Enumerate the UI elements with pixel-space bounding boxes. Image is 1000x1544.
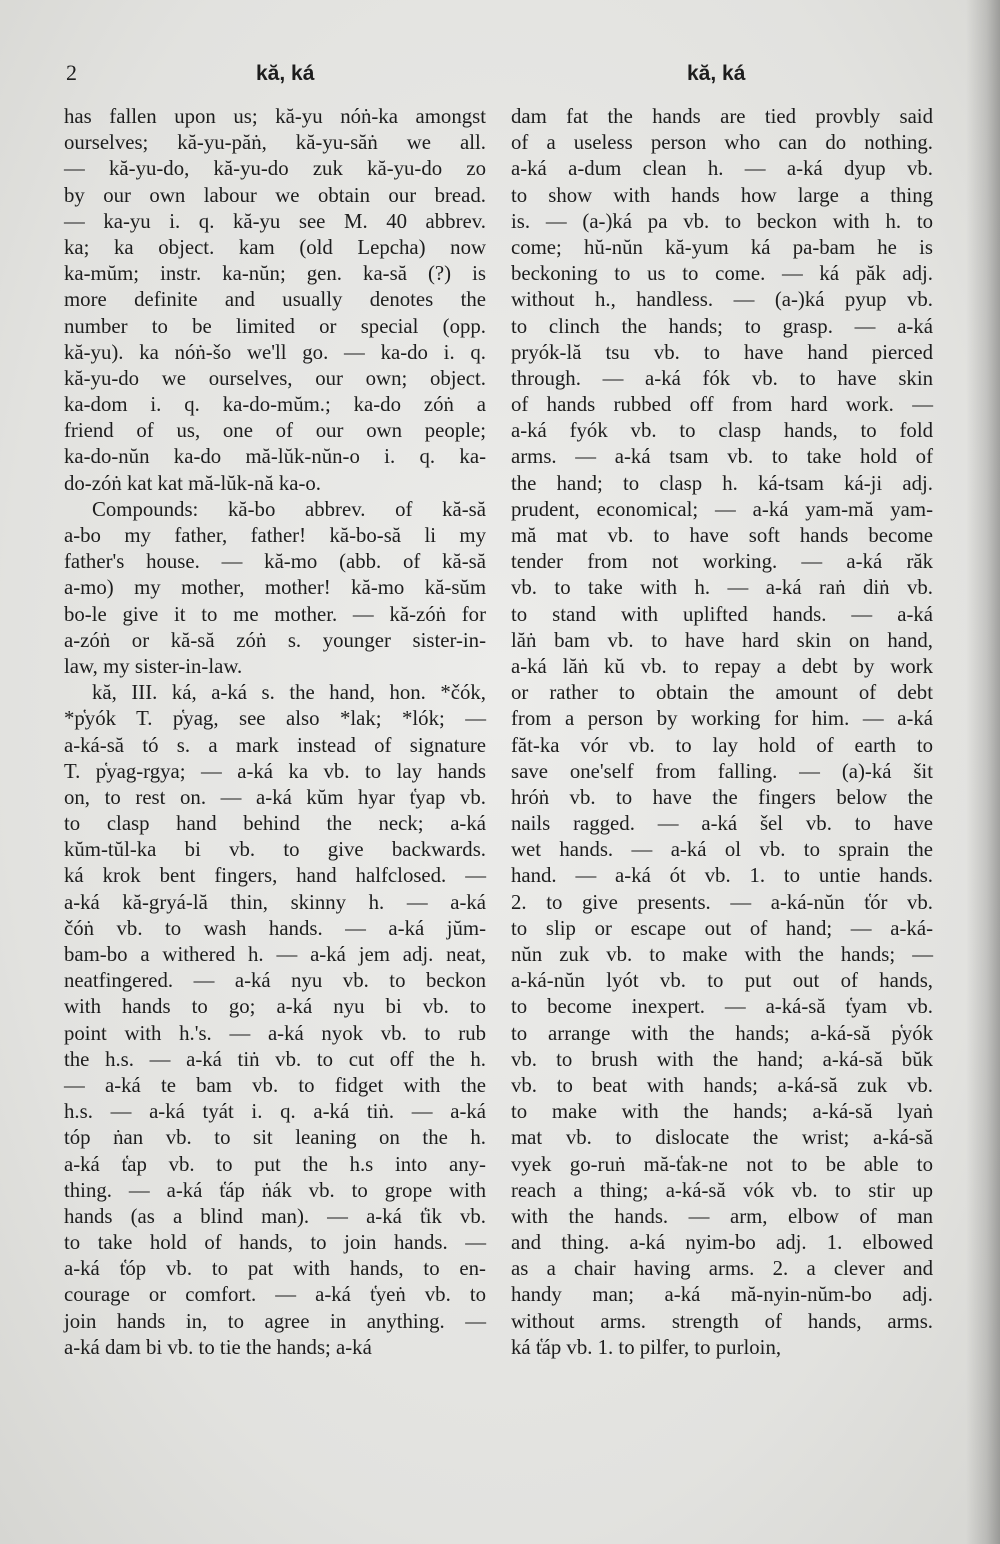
text-line: kŭm-tŭl-ka bi vb. to give backwards. [64, 838, 486, 862]
text-line: lăṅ bam vb. to have hard skin on hand, [511, 628, 933, 652]
text-line: beckoning to us to come. — ká păk adj. [511, 262, 933, 286]
text-line: of hands rubbed off from hard work. — [511, 393, 933, 417]
text-line: on, to rest on. — a-ká kŭm hyar t̔yap vb. [64, 785, 486, 809]
text-line: without h., handless. — (a-)ká pyup vb. [511, 288, 933, 312]
text-line: tender from not working. — a-ká răk [511, 550, 933, 574]
text-line: a-mo) my mother, mother! kă-mo kă-sŭm [64, 576, 486, 600]
text-line: to arrange with the hands; a-ká-să p̔yók [511, 1021, 933, 1045]
text-line: do-zóṅ kat kat mă-lŭk-nă ka-o. [64, 471, 321, 495]
text-line: father's house. — kă-mo (abb. of kă-să [64, 550, 486, 574]
text-line: prudent, economical; — a-ká yam-mă yam- [511, 497, 933, 521]
text-line: ourselves; kă-yu-păṅ, kă-yu-săṅ we all. [64, 131, 486, 155]
text-line: ka-do-nŭn ka-do mă-lŭk-nŭn-o i. q. ka- [64, 445, 486, 469]
text-line: a-ká a-dum clean h. — a-ká dyup vb. [511, 157, 933, 181]
text-line: or rather to obtain the amount of debt [511, 681, 933, 705]
text-line: 2. to give presents. — a-ká-nŭn t̔ór vb. [511, 890, 933, 914]
text-line: ka-dom i. q. ka-do-mŭm.; ka-do zóṅ a [64, 393, 486, 417]
text-line: mat vb. to dislocate the wrist; a-ká-să [511, 1126, 933, 1150]
text-line: čóṅ vb. to wash hands. — a-ká jŭm- [64, 916, 486, 940]
text-line: a-ká dam bi vb. to tie the hands; a-ká [64, 1335, 372, 1359]
text-line: to become inexpert. — a-ká-să t̔yam vb. [511, 995, 933, 1019]
text-line: thing. — a-ká t̔áp ṅák vb. to grope with [64, 1178, 486, 1202]
text-line: a-zóṅ or kă-să zóṅ s. younger sister-in- [64, 628, 486, 652]
text-line: with the hands. — arm, elbow of man [511, 1204, 933, 1228]
text-line: to make with the hands; a-ká-să lyaṅ [511, 1100, 933, 1124]
text-line: to slip or escape out of hand; — a-ká- [511, 916, 933, 940]
text-line: has fallen upon us; kă-yu nóṅ-ka amongst [64, 105, 486, 128]
text-line: to stand with uplifted hands. — a-ká [511, 602, 933, 626]
right-column [511, 104, 933, 1361]
text-line: to take hold of hands, to join hands. — [64, 1231, 486, 1255]
text-line: făt-ka vór vb. to lay hold of earth to [511, 733, 933, 757]
text-line: kă-yu-do we ourselves, our own; object. [64, 366, 486, 390]
text-line: with hands to go; a-ká nyu bi vb. to [64, 995, 486, 1019]
text-line: hand. — a-ká ót vb. 1. to untie hands. [511, 864, 933, 888]
text-line: bo-le give it to me mother. — kă-zóṅ for [64, 602, 486, 626]
text-line: a-ká t̔ap vb. to put the h.s into any- [64, 1152, 486, 1176]
text-line: nails ragged. — a-ká šel vb. to have [511, 812, 933, 836]
running-head-left: kă, ká [256, 62, 315, 85]
text-line: nŭn zuk vb. to make with the hands; — [511, 943, 933, 966]
text-line: a-ká kă-gryá-lă thin, skinny h. — a-ká [64, 890, 486, 914]
text-line: is. — (a-)ká pa vb. to beckon with h. to [511, 209, 933, 233]
text-line: hróṅ vb. to have the fingers below the [511, 785, 933, 809]
text-line: a-ká-nŭn lyót vb. to put out of hands, [511, 969, 933, 993]
page-number: 2 [66, 60, 77, 85]
text-line: neatfingered. — a-ká nyu vb. to beckon [64, 969, 486, 993]
text-line: a-ká fyók vb. to clasp hands, to fold [511, 419, 933, 443]
text-line: ka; ka object. kam (old Lepcha) now [64, 235, 486, 259]
text-line: to clinch the hands; to grasp. — a-ká [511, 314, 933, 338]
text-line: wet hands. — a-ká ol vb. to sprain the [511, 838, 933, 862]
text-line: T. p̔yag-rgya; — a-ká ka vb. to lay hands [64, 759, 486, 783]
text-line: vb. to beat with hands; a-ká-să zuk vb. [511, 1073, 933, 1097]
text-line: a-ká-să tó s. a mark instead of signature [64, 733, 486, 757]
text-line: hands (as a blind man). — a-ká t̔ik vb. [64, 1204, 486, 1228]
text-line: a-ká lăṅ kŭ vb. to repay a debt by work [511, 654, 933, 678]
text-line: tóp ṅan vb. to sit leaning on the h. [64, 1126, 486, 1150]
text-line: without arms. strength of hands, arms. [511, 1309, 933, 1333]
text-line: to clasp hand behind the neck; a-ká [64, 812, 486, 836]
text-line: courage or comfort. — a-ká t̔yeṅ vb. to [64, 1283, 486, 1307]
text-line: save one'self from falling. — (a)-ká šit [511, 759, 933, 783]
text-line: — ka-yu i. q. kă-yu see M. 40 abbrev. [64, 209, 486, 233]
text-line: join hands in, to agree in anything. — [64, 1309, 486, 1333]
text-line: *p̔yók T. p̔yag, see also *lak; *lók; — [64, 707, 486, 731]
text-line: handy man; a-ká mă-nyin-nŭm-bo adj. [511, 1283, 933, 1307]
running-head-right: kă, ká [687, 62, 746, 85]
text-line: to show with hands how large a thing [511, 183, 933, 207]
text-line: the hand; to clasp h. ká-tsam ká-ji adj. [511, 471, 933, 495]
text-line: friend of us, one of our own people; [64, 419, 486, 443]
text-line: vyek go-ruṅ mă-t̔ak-ne not to be able to [511, 1152, 933, 1176]
text-line: a-ká t̔óp vb. to pat with hands, to en- [64, 1257, 486, 1281]
text-line: the h.s. — a-ká tiṅ vb. to cut off the h. [64, 1047, 486, 1071]
text-line: kă-yu). ka nóṅ-šo we'll go. — ka-do i. q. [64, 340, 486, 364]
text-line: pryók-lă tsu vb. to have hand pierced [511, 340, 933, 364]
left-column [64, 104, 486, 1361]
text-line: by our own labour we obtain our bread. [64, 183, 486, 207]
text-line: bam-bo a withered h. — a-ká jem adj. neat, [64, 943, 486, 966]
text-line: come; hŭ-nŭn kă-yum ká pa-bam he is [511, 235, 933, 259]
page-edge-shadow [966, 0, 1000, 1544]
text-line: through. — a-ká fók vb. to have skin [511, 366, 933, 390]
text-line: — a-ká te bam vb. to fidget with the [64, 1073, 486, 1097]
text-line: dam fat the hands are tied provbly said [511, 105, 933, 128]
text-line: of a useless person who can do nothing. [511, 131, 933, 155]
text-line: law, my sister-in-law. [64, 654, 243, 678]
text-line: as a chair having arms. 2. a clever and [511, 1257, 933, 1281]
text-line: vb. to take with h. — a-ká raṅ diṅ vb. [511, 576, 933, 600]
text-line: reach a thing; a-ká-să vók vb. to stir up [511, 1178, 933, 1202]
text-line: ka-mŭm; instr. ka-nŭn; gen. ka-să (?) is [64, 262, 486, 286]
text-line: arms. — a-ká tsam vb. to take hold of [511, 445, 933, 469]
text-line: and thing. a-ká nyim-bo adj. 1. elbowed [511, 1231, 933, 1255]
text-line: ká krok bent fingers, hand halfclosed. — [64, 864, 486, 888]
text-line: vb. to brush with the hand; a-ká-să bŭk [511, 1047, 933, 1071]
text-line: h.s. — a-ká tyát i. q. a-ká tiṅ. — a-ká [64, 1100, 486, 1124]
text-line: — kă-yu-do, kă-yu-do zuk kă-yu-do zo [64, 157, 486, 181]
text-line: a-bo my father, father! kă-bo-să li my [64, 524, 486, 547]
text-line: mă mat vb. to have soft hands become [511, 524, 933, 547]
text-line: from a person by working for him. — a-ká [511, 707, 933, 731]
text-line: number to be limited or special (opp. [64, 314, 486, 338]
text-line: point with h.'s. — a-ká nyok vb. to rub [64, 1021, 486, 1045]
text-line: more definite and usually denotes the [64, 288, 486, 312]
text-line: Compounds: kă-bo abbrev. of kă-să [92, 497, 486, 521]
text-line: kă, III. ká, a-ká s. the hand, hon. *čók, [92, 681, 486, 705]
text-line: ká t̔áp vb. 1. to pilfer, to purloin, [511, 1335, 782, 1359]
